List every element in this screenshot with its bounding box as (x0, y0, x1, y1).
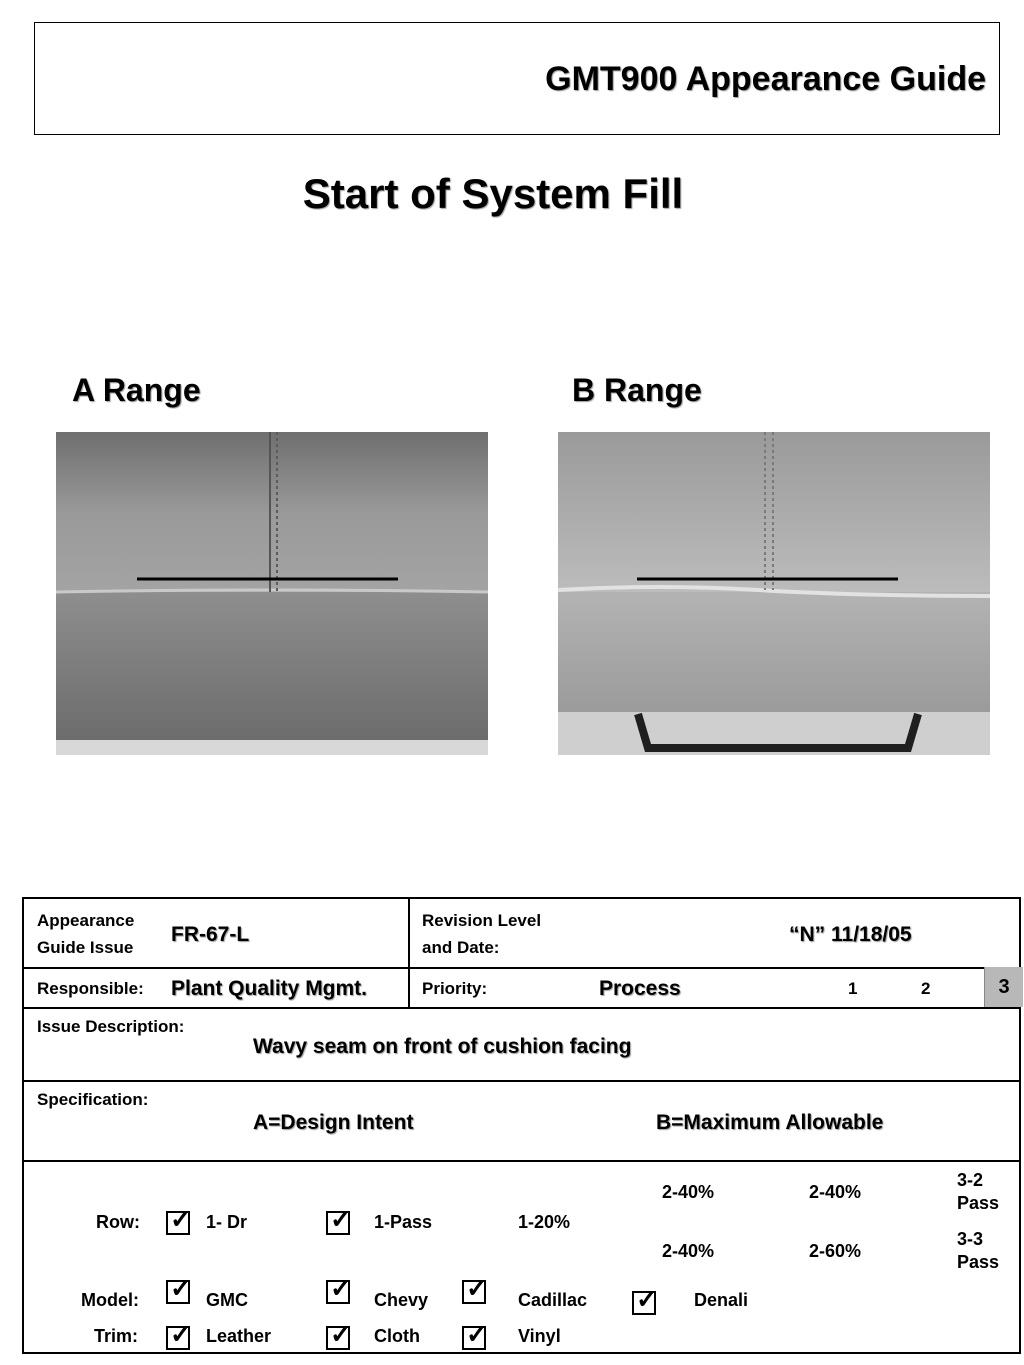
page-title: Start of System Fill (302, 170, 684, 217)
priority-level-2: 2 (921, 979, 931, 998)
row-1-pass-checkbox[interactable]: ✓ (326, 1211, 350, 1235)
guide-title: GMT900 Appearance Guide (545, 60, 986, 98)
priority-level-3-selected: 3 (984, 967, 1023, 1007)
trim-vinyl-checkbox[interactable]: ✓ (462, 1326, 486, 1350)
priority-level-1: 1 (848, 979, 858, 998)
row-value: 2-40% (809, 1182, 862, 1202)
row-option-1-dr: 1- Dr (206, 1212, 248, 1232)
revision-label: Revision Level and Date: (422, 911, 542, 957)
issue-table (22, 897, 1021, 1354)
trim-option-cloth: Cloth (374, 1326, 420, 1346)
b-range-photo (558, 432, 990, 755)
model-option-cadillac: Cadillac (518, 1290, 588, 1310)
table-divider (408, 899, 410, 1007)
row-value: 1-20% (518, 1212, 571, 1232)
row-value: Pass (957, 1193, 1000, 1213)
model-denali-checkbox[interactable]: ✓ (632, 1291, 656, 1315)
b-range-label: B Range (572, 372, 702, 408)
model-option-chevy: Chevy (374, 1290, 429, 1310)
responsible-label: Responsible: (37, 979, 144, 998)
a-range-photo (56, 432, 488, 755)
trim-label: Trim: (94, 1326, 139, 1346)
table-divider (24, 1007, 1019, 1009)
spec-label: Specification: (37, 1090, 149, 1109)
revision-value: “N” 11/18/05 (789, 923, 912, 946)
trim-option-vinyl: Vinyl (518, 1326, 561, 1346)
row-value: 3-2 (957, 1170, 984, 1190)
row-value: 3-3 (957, 1229, 984, 1249)
priority-value: Process (599, 977, 681, 1000)
row-label: Row: (96, 1212, 140, 1232)
appearance-value: FR-67-L (171, 923, 250, 946)
priority-label: Priority: (422, 979, 488, 998)
model-label: Model: (81, 1290, 139, 1310)
row-value: 2-60% (809, 1241, 862, 1261)
trim-cloth-checkbox[interactable]: ✓ (326, 1326, 350, 1350)
model-cadillac-checkbox[interactable]: ✓ (462, 1280, 486, 1304)
model-option-gmc: GMC (206, 1290, 248, 1310)
row-value: Pass (957, 1252, 1000, 1272)
row-option-1-pass: 1-Pass (374, 1212, 433, 1232)
row-value: 2-40% (662, 1182, 715, 1202)
appearance-label: Appearance Guide Issue (37, 911, 135, 957)
spec-a: A=Design Intent (253, 1111, 414, 1134)
table-divider (24, 1080, 1019, 1082)
model-gmc-checkbox[interactable]: ✓ (166, 1280, 190, 1304)
table-divider (24, 1160, 1019, 1162)
trim-option-leather: Leather (206, 1326, 272, 1346)
row-value: 2-40% (662, 1241, 715, 1261)
spec-b: B=Maximum Allowable (656, 1111, 884, 1134)
description-label: Issue Description: (37, 1017, 185, 1036)
model-chevy-checkbox[interactable]: ✓ (326, 1280, 350, 1304)
row-1-dr-checkbox[interactable]: ✓ (166, 1211, 190, 1235)
responsible-value: Plant Quality Mgmt. (171, 977, 368, 1000)
a-range-label: A Range (72, 372, 201, 408)
table-divider (24, 967, 1019, 969)
description-value: Wavy seam on front of cushion facing (253, 1035, 632, 1058)
model-option-denali: Denali (694, 1290, 749, 1310)
trim-leather-checkbox[interactable]: ✓ (166, 1326, 190, 1350)
